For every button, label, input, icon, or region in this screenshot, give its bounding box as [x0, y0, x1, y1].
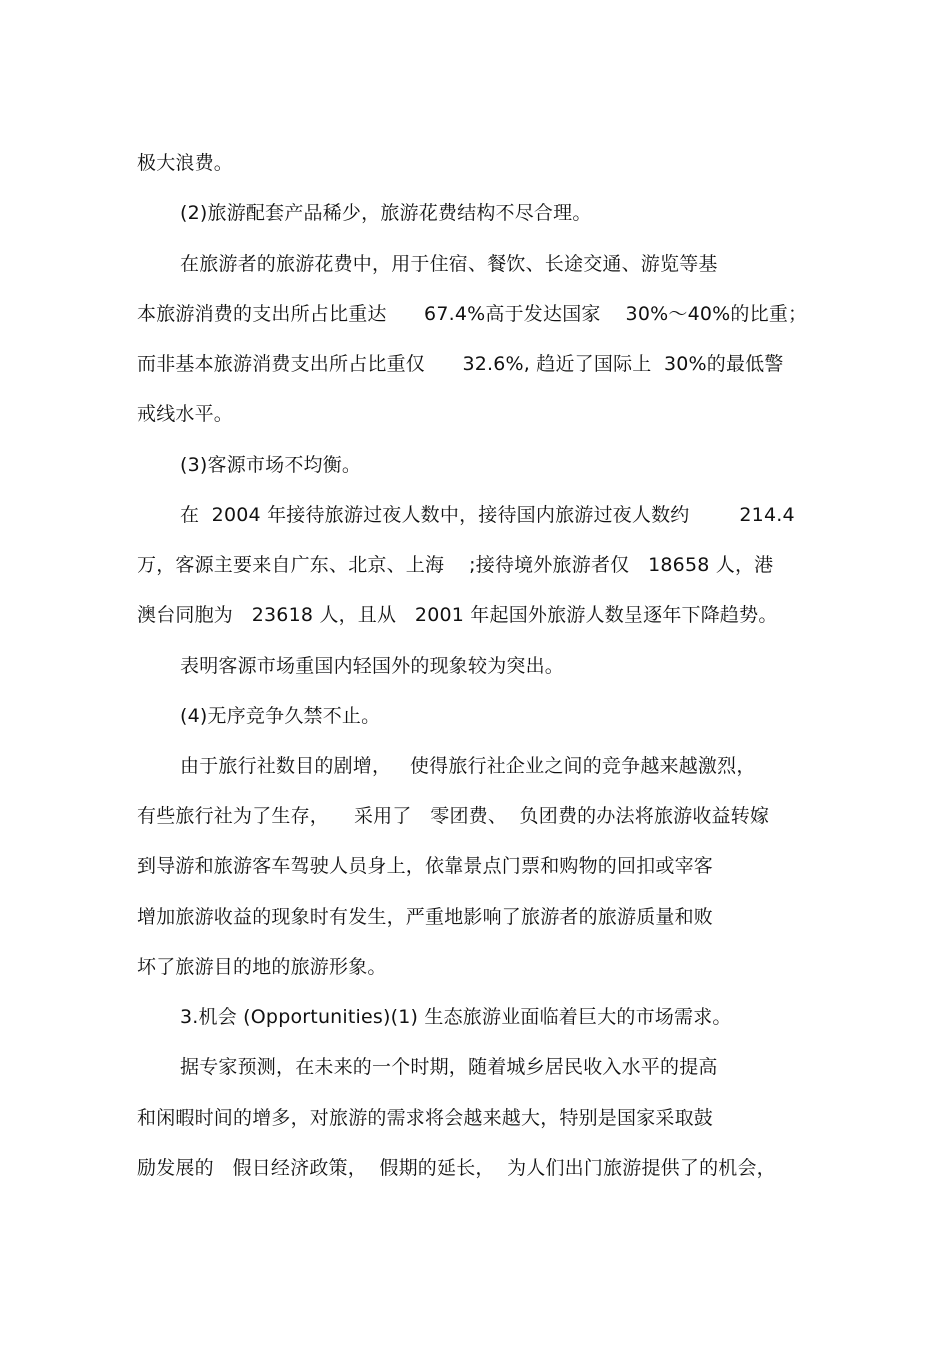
section-heading: 3.机会 (Opportunities)(1) 生态旅游业面临着巨大的市场需求。 [180, 1006, 732, 1028]
text-line: 戒线水平。 [137, 403, 234, 425]
text-line: 据专家预测，在未来的一个时期，随着城乡居民收入水平的提高 [180, 1056, 718, 1078]
text-line: 而非基本旅游消费支出所占比重仅 32.6%, 趋近了国际上 30%的最低警 [137, 353, 784, 375]
text-line: 表明客源市场重国内轻国外的现象较为突出。 [180, 655, 565, 677]
text-line: 本旅游消费的支出所占比重达 67.4%高于发达国家 30%～40%的比重； [137, 303, 808, 325]
subsection-heading: (4)无序竞争久禁不止。 [180, 705, 381, 727]
text-line: 由于旅行社数目的剧增， 使得旅行社企业之间的竞争越来越激烈， [180, 755, 756, 777]
text-line: 有些旅行社为了生存， 采用了 零团费、 负团费的办法将旅游收益转嫁 [137, 805, 770, 827]
text-line: 澳台同胞为 23618 人，且从 2001 年起国外旅游人数呈逐年下降趋势。 [137, 604, 778, 626]
text-line: 极大浪费。 [137, 152, 234, 174]
text-line: 到导游和旅游客车驾驶人员身上，依靠景点门票和购物的回扣或宰客 [137, 855, 714, 877]
text-line: 万，客源主要来自广东、北京、上海 ;接待境外旅游者仅 18658 人，港 [137, 554, 774, 576]
text-line: 在旅游者的旅游花费中，用于住宿、餐饮、长途交通、游览等基 [180, 253, 718, 275]
text-line: 和闲暇时间的增多，对旅游的需求将会越来越大，特别是国家采取鼓 [137, 1107, 714, 1129]
text-line: 励发展的 假日经济政策， 假期的延长， 为人们出门旅游提供了的机会， [137, 1157, 776, 1179]
text-line: 坏了旅游目的地的旅游形象。 [137, 956, 387, 978]
text-line: 增加旅游收益的现象时有发生，严重地影响了旅游者的旅游质量和败 [137, 906, 714, 928]
subsection-heading: (3)客源市场不均衡。 [180, 454, 362, 476]
text-line: 在 2004 年接待旅游过夜人数中，接待国内旅游过夜人数约 214.4 [180, 504, 795, 526]
subsection-heading: (2)旅游配套产品稀少，旅游花费结构不尽合理。 [180, 202, 592, 224]
